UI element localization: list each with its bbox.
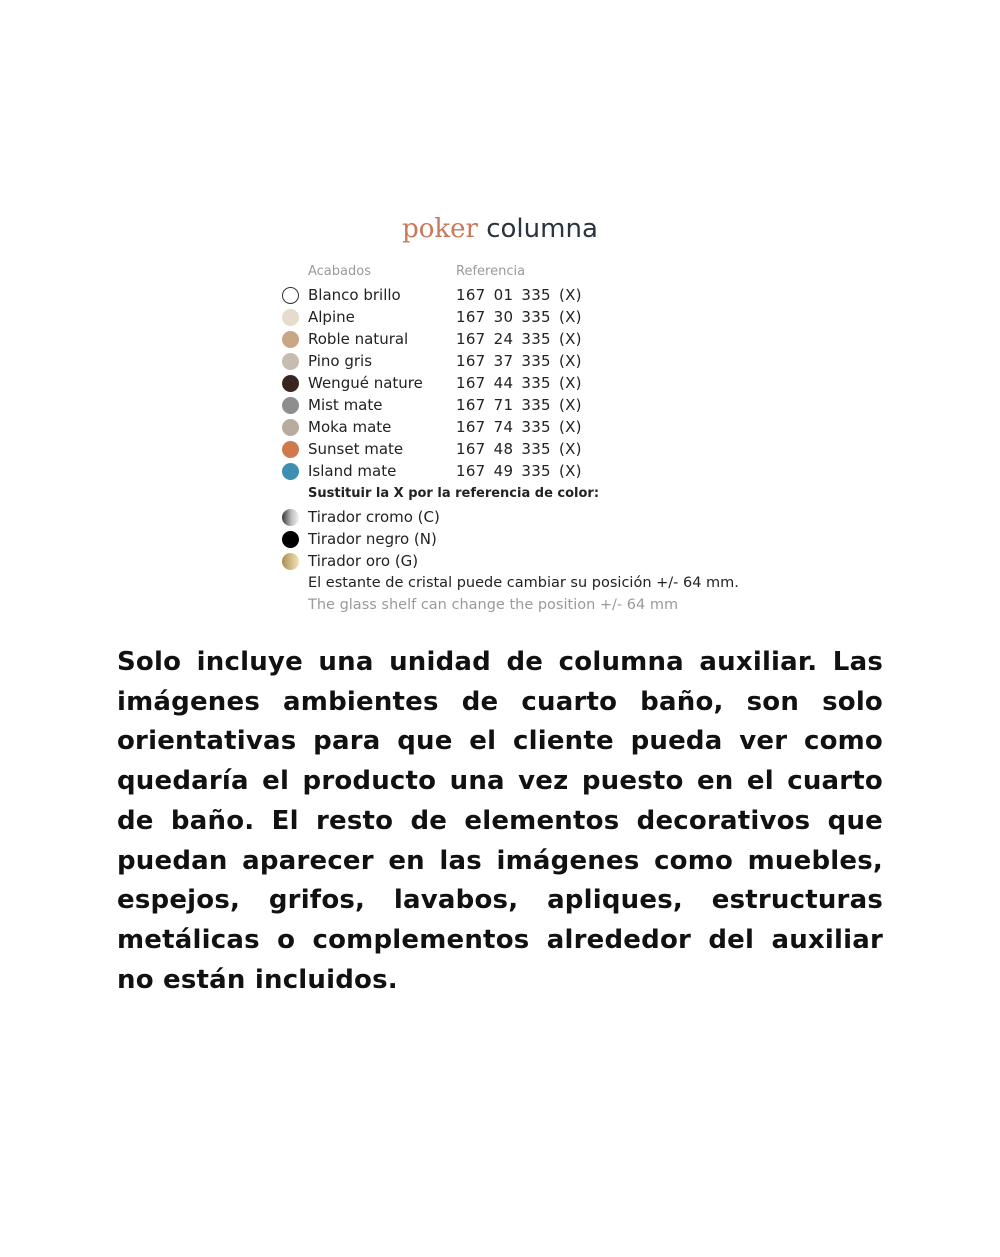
- color-swatch-icon: [282, 309, 299, 326]
- finish-name: Sunset mate: [308, 440, 404, 458]
- color-swatch-icon: [282, 419, 299, 436]
- finish-name: Pino gris: [308, 352, 373, 370]
- handle-row: [281, 550, 741, 572]
- finish-name: Mist mate: [308, 396, 383, 414]
- finish-reference: 167 48 335 (X): [456, 440, 582, 458]
- handle-row: [281, 506, 741, 528]
- color-swatch-icon: [282, 353, 299, 370]
- finish-name: Roble natural: [308, 330, 409, 348]
- model-name: columna: [486, 214, 598, 244]
- finish-reference: 167 44 335 (X): [456, 374, 582, 392]
- finish-row: [281, 350, 741, 372]
- finish-row: [281, 394, 741, 416]
- handle-name: Tirador oro (G): [308, 552, 419, 570]
- finish-name: Wengué nature: [308, 374, 423, 392]
- shelf-note-es: El estante de cristal puede cambiar su posición +/- 64 mm.: [308, 575, 739, 591]
- finish-name: Blanco brillo: [308, 286, 401, 304]
- handle-name: Tirador cromo (C): [308, 508, 440, 526]
- color-swatch-icon: [282, 331, 299, 348]
- finish-column-header: Acabados: [308, 264, 371, 279]
- finish-spec-table: [281, 264, 741, 616]
- disclaimer-text: Solo incluye una unidad de columna auxiliar. Las imágenes ambientes de cuarto baño, son solo orientativas para que el cliente pueda ver como quedaría el producto una vez puesto en el cuarto de baño. El resto de elementos decorativos que puedan aparecer en las imágenes como muebles, espejos, grifos, lavabos, apliques, estructuras metálicas o complementos alrededor del auxiliar no están incluidos.: [117, 647, 883, 995]
- finish-reference: 167 71 335 (X): [456, 396, 582, 414]
- spec-header: [281, 264, 741, 284]
- finish-row: [281, 328, 741, 350]
- finish-row: [281, 284, 741, 306]
- color-swatch-icon: [282, 441, 299, 458]
- handle-list: [281, 506, 741, 572]
- handle-name: Tirador negro (N): [308, 530, 437, 548]
- substitute-note: Sustituir la X por la referencia de color:: [308, 486, 600, 501]
- color-swatch-icon: [282, 375, 299, 392]
- finish-row: [281, 416, 741, 438]
- finish-row: [281, 372, 741, 394]
- finish-name: Island mate: [308, 462, 397, 480]
- finish-reference: 167 24 335 (X): [456, 330, 582, 348]
- color-swatch-icon: [282, 287, 299, 304]
- finish-reference: 167 49 335 (X): [456, 462, 582, 480]
- color-swatch-icon: [282, 463, 299, 480]
- finish-list: [281, 284, 741, 482]
- finish-reference: 167 30 335 (X): [456, 308, 582, 326]
- finish-row: [281, 438, 741, 460]
- gold-swatch-icon: [282, 553, 299, 570]
- finish-reference: 167 01 335 (X): [456, 286, 582, 304]
- finish-row: [281, 460, 741, 482]
- reference-column-header: Referencia: [456, 264, 526, 279]
- shelf-note-en: The glass shelf can change the position +/- 64 mm: [308, 597, 679, 613]
- finish-reference: 167 37 335 (X): [456, 352, 582, 370]
- brand-name: poker: [402, 214, 478, 244]
- chrome-swatch-icon: [282, 509, 299, 526]
- handle-row: [281, 528, 741, 550]
- product-title: [0, 212, 1000, 246]
- finish-name: Moka mate: [308, 418, 392, 436]
- finish-name: Alpine: [308, 308, 355, 326]
- black-swatch-icon: [282, 531, 299, 548]
- finish-reference: 167 74 335 (X): [456, 418, 582, 436]
- color-swatch-icon: [282, 397, 299, 414]
- finish-row: [281, 306, 741, 328]
